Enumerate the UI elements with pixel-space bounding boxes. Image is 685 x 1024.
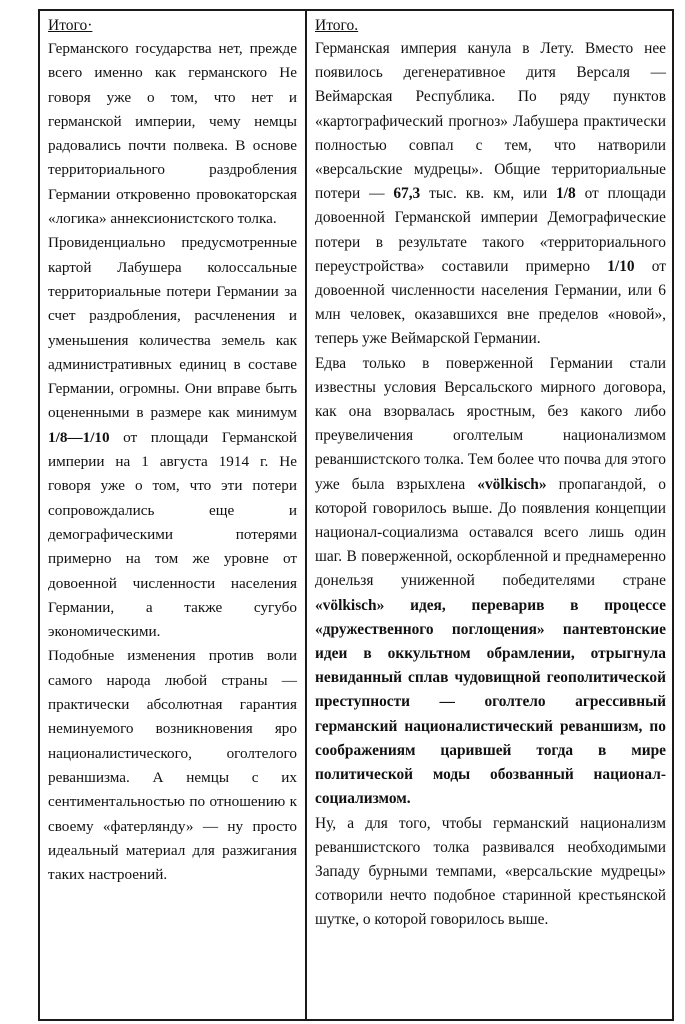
right-paragraph-1-text-c: тыс. кв. км, или [420,185,557,203]
right-paragraph-1-text-e: от площади довоенной Германской империи Демографические потери в результате такого «территориального переустройства» составили примерно [315,185,666,275]
right-paragraph-3: Ну, а для того, чтобы германский национализм реваншистского толка развивался необходимыми Западу бурными темпами, «версальские мудрецы» сотворили нечто подобное старинной крестьянской шутке, о которой говорилось выше. [315,814,666,929]
left-column [40,11,307,1019]
right-paragraph-2-bold-passage: «völkisch» идея, переварив в процессе «дружественного поглощения» пантевтонские идеи в оккультном обрамлении, отрыгнула невиданный сплав чудовищной геополитической преступности — оголтело агрессивный германский националистический реваншизм, по соображениям царившей тогда в мире политической моды обозванный национал-социализмом. [315,596,666,808]
left-paragraph-2-fraction: 1/8—1/10 [48,428,110,446]
right-paragraph-2-volkisch: «völkisch» [477,475,547,493]
right-paragraph-2-text-c: пропагандой, о которой говорилось выше. До появления концепции национал-социализма оставался всего лишь один шаг. В поверженной, оскорбленной и преднамеренно донельзя униженной победителями стране [315,475,667,590]
comparison-table [38,9,674,1021]
right-paragraph-1-fraction-area: 1/8 [556,185,576,203]
left-heading: Итого· [48,17,93,34]
left-paragraph-2 [48,231,297,644]
right-paragraph-1-text-g: от довоенной численности населения Германии, или 6 млн человек, оказавшихся вне пределов «новой», теперь уже Веймарской Германии. [315,257,666,348]
left-paragraph-2-text-c: от площади Германской империи на 1 августа 1914 г. Не говоря уже о том, что эти потери сопровождались еще и демографическими потерями примерно на том же уровне от довоенной численности населения Германии, а также сугубо экономическими. [48,428,297,641]
right-paragraph-2-text-a: Едва только в поверженной Германии стали известны условия Версальского мирного договора, как она взорвалась яростным, без какого либо преувеличения оголтелым национализмом реваншистского толка. Тем более что почва для этого уже была взрыхлена [315,354,666,493]
right-paragraph-1-fraction-population: 1/10 [607,257,635,275]
left-paragraph-2-text-a: Провиденциально предусмотренные картой Лабушера колоссальные территориальные потери Германии за счет раздробления, расчленения и уменьшения количества земель как административных единиц в составе Германии, огромны. Они вправе быть оцененными в размере как минимум [48,234,297,422]
right-heading: Итого. [315,17,359,34]
right-paragraph-1 [315,37,666,352]
right-paragraph-1-area: 67,3 [393,185,421,203]
left-paragraph-3: Подобные изменения против воли самого народа любой страны — практически абсолютная гарантия неминуемого возникновения яро националистического, оголтелого реваншизма. А немцы с их сентиментальностью по отношению к своему «фатерлянду» — ну просто идеальный материал для разжигания таких настроений. [48,647,297,884]
right-paragraph-1-text-a: Германская империя канула в Лету. Вместо нее появилось дегенеративное дитя Версаля — Веймарская Республика. По ряду пунктов «картографический прогноз» Лабушера практически полностью совпал с тем, что натворили «версальские мудрецы». Общие территориальные потери — [315,40,666,203]
left-paragraph-1: Германского государства нет, прежде всего именно как германского Не говоря уже о том, что нет и германской империи, чему немцы радовались почти полвека. В основе территориального раздробления Германии откровенно провокаторская «логика» аннексионистского толка. [48,40,297,228]
right-paragraph-2 [315,352,666,812]
right-column [307,11,672,1019]
